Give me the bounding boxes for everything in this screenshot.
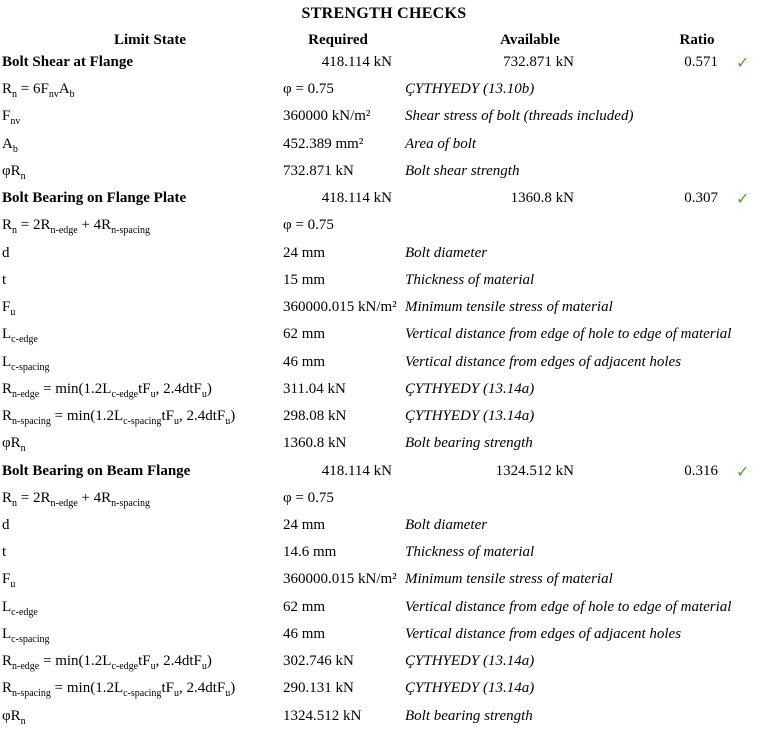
detail-row <box>0 243 768 270</box>
detail-row <box>0 379 768 406</box>
description-cell: Thickness of material <box>405 544 535 561</box>
description-cell: Vertical distance from edges of adjacent holes <box>405 353 682 370</box>
detail-row <box>0 324 768 351</box>
formula-label: d <box>2 244 10 261</box>
column-header-required: Required <box>308 32 368 48</box>
formula-label: t <box>2 544 7 561</box>
ratio-value: 0.307 <box>684 190 718 207</box>
pass-check-icon: ✓ <box>736 189 750 209</box>
formula-label: $F_{nv}$ <box>2 108 21 128</box>
value-cell: 46 mm <box>283 625 326 642</box>
required-value: 418.114 kN <box>321 54 392 70</box>
required-value: 418.114 kN <box>321 190 392 207</box>
formula-label: $R_{n-edge} = \min(1.2L_{c-edge}tF_u$, 2.4dtF$_u$) <box>2 380 212 400</box>
value-cell: φ = 0.75 <box>283 489 334 506</box>
detail-row <box>0 134 768 161</box>
value-cell: 732.871 kN <box>283 162 354 179</box>
description-cell: Bolt bearing strength <box>405 435 533 452</box>
value-cell: 62 mm <box>283 326 326 343</box>
formula-label: $R_{n-edge} = \min(1.2L_{c-edge}tF_u$, 2.4dtF$_u$) <box>2 653 212 673</box>
detail-row <box>0 706 768 733</box>
detail-row <box>0 270 768 297</box>
value-cell: 360000.015 kN/m² <box>283 571 397 588</box>
detail-row <box>0 569 768 596</box>
detail-row <box>0 515 768 542</box>
description-cell: ÇYTHYEDY (13.14a) <box>405 653 535 670</box>
value-cell: 24 mm <box>283 516 326 533</box>
pass-check-icon: ✓ <box>736 461 750 481</box>
detail-row <box>0 297 768 324</box>
formula-label: t <box>2 271 7 288</box>
formula-label: $R_n = 2R_{n-edge} + 4R_{n-spacing}$ <box>2 217 151 237</box>
formula-label: $L_{c-edge}$ <box>2 326 38 346</box>
value-cell: 62 mm <box>283 598 326 615</box>
description-cell: ÇYTHYEDY (13.14a) <box>405 680 535 697</box>
column-header-limit-state: Limit State <box>113 32 187 48</box>
detail-row <box>0 79 768 106</box>
value-cell: 1324.512 kN <box>283 707 362 724</box>
value-cell: 452.389 mm² <box>283 135 364 152</box>
description-cell: Minimum tensile stress of material <box>405 571 613 588</box>
ratio-value: 0.316 <box>684 462 718 479</box>
detail-row <box>0 542 768 569</box>
page-title: STRENGTH CHECKS <box>301 5 467 22</box>
description-cell: Bolt diameter <box>405 244 488 261</box>
detail-row <box>0 651 768 678</box>
detail-row <box>0 106 768 133</box>
value-cell: 298.08 kN <box>283 408 347 425</box>
column-header-ratio: Ratio <box>679 32 715 48</box>
column-header-row <box>0 32 768 52</box>
description-cell: Bolt shear strength <box>405 162 520 179</box>
description-cell: ÇYTHYEDY (13.14a) <box>405 380 535 397</box>
description-cell: Bolt bearing strength <box>405 707 533 724</box>
value-cell: 360000 kN/m² <box>283 108 371 125</box>
value-cell: 360000.015 kN/m² <box>283 299 397 316</box>
formula-label: $R_n = 2R_{n-edge} + 4R_{n-spacing}$ <box>2 489 151 509</box>
value-cell: 290.131 kN <box>283 680 354 697</box>
detail-row <box>0 678 768 705</box>
formula-label: $R_{n-spacing} = \min(1.2L_{c-spacing}tF_u$, 2.4dtF$_u$) <box>2 408 236 428</box>
limit-state-label: Bolt Bearing on Flange Plate <box>2 190 187 207</box>
formula-label: $R_{n-spacing} = \min(1.2L_{c-spacing}tF_u$, 2.4dtF$_u$) <box>2 680 236 700</box>
formula-label: $L_{c-spacing}$ <box>2 625 50 645</box>
description-cell: ÇYTHYEDY (13.10b) <box>405 81 535 98</box>
column-header-available: Available <box>500 32 560 48</box>
value-cell: 24 mm <box>283 244 326 261</box>
formula-label: $\varphi R_n$ <box>2 162 26 182</box>
formula-label: $\varphi R_n$ <box>2 707 26 727</box>
value-cell: 1360.8 kN <box>283 435 347 452</box>
detail-row <box>0 215 768 242</box>
detail-row <box>0 352 768 379</box>
ratio-value: 0.571 <box>684 54 718 70</box>
description-cell: Area of bolt <box>405 135 477 152</box>
description-cell: Vertical distance from edge of hole to edge of material <box>405 598 732 615</box>
value-cell: 14.6 mm <box>283 544 337 561</box>
limit-state-label: Bolt Shear at Flange <box>2 54 133 70</box>
formula-label: $A_b$ <box>2 135 18 155</box>
detail-row <box>0 597 768 624</box>
pass-check-icon: ✓ <box>736 53 750 72</box>
section-row <box>0 52 768 79</box>
formula-label: d <box>2 516 10 533</box>
rows <box>0 52 768 733</box>
description-cell: Vertical distance from edges of adjacent holes <box>405 625 682 642</box>
value-cell: 311.04 kN <box>283 380 346 397</box>
detail-row <box>0 488 768 515</box>
available-value: 732.871 kN <box>503 54 574 70</box>
section-row <box>0 188 768 215</box>
value-cell: 46 mm <box>283 353 326 370</box>
value-cell: 15 mm <box>283 271 326 288</box>
value-cell: 302.746 kN <box>283 653 354 670</box>
description-cell: Minimum tensile stress of material <box>405 299 613 316</box>
value-cell: φ = 0.75 <box>283 217 334 234</box>
required-value: 418.114 kN <box>321 462 392 479</box>
detail-row <box>0 161 768 188</box>
available-value: 1360.8 kN <box>510 190 574 207</box>
formula-label: $R_n = 6F_{nv}A_b$ <box>2 81 75 101</box>
available-value: 1324.512 kN <box>495 462 574 479</box>
formula-label: $\varphi R_n$ <box>2 435 26 455</box>
formula-label: $F_u$ <box>2 299 16 319</box>
formula-label: $L_{c-edge}$ <box>2 598 38 618</box>
description-cell: Shear stress of bolt (threads included) <box>405 108 634 125</box>
detail-row <box>0 433 768 460</box>
limit-state-label: Bolt Bearing on Beam Flange <box>2 462 191 479</box>
description-cell: ÇYTHYEDY (13.14a) <box>405 408 535 425</box>
description-cell: Bolt diameter <box>405 516 488 533</box>
detail-row <box>0 406 768 433</box>
description-cell: Vertical distance from edge of hole to edge of material <box>405 326 732 343</box>
detail-row <box>0 624 768 651</box>
formula-label: $F_u$ <box>2 571 16 591</box>
section-row <box>0 461 768 488</box>
description-cell: Thickness of material <box>405 271 535 288</box>
formula-label: $L_{c-spacing}$ <box>2 353 50 373</box>
value-cell: φ = 0.75 <box>283 81 334 98</box>
